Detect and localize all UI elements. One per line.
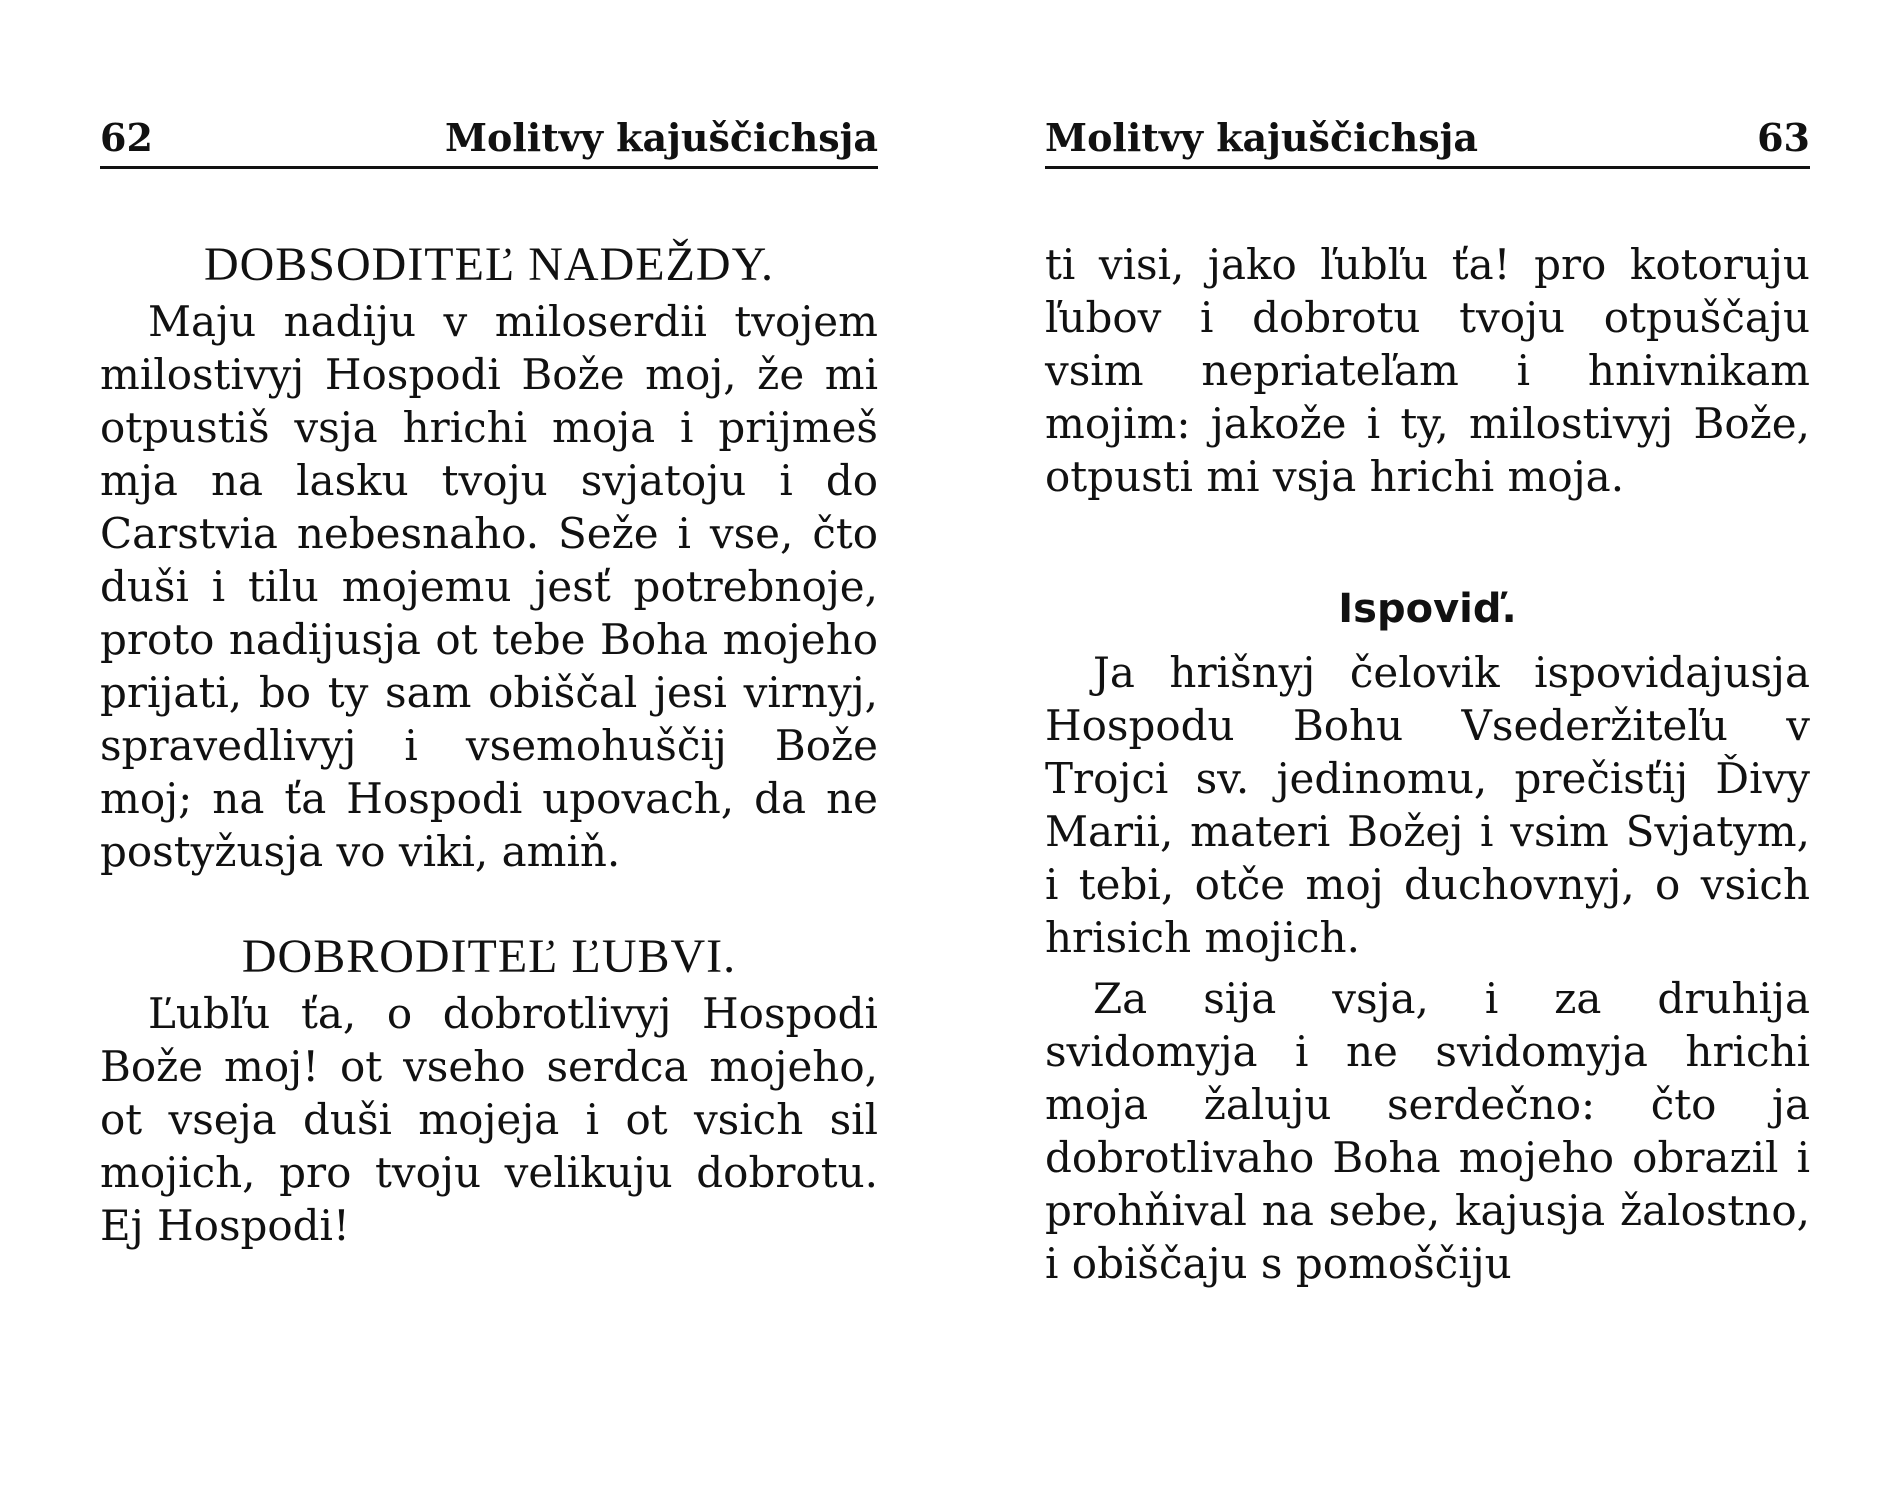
section-title-nadezdy: DOBSODITEĽ NADEŽDY. — [203, 238, 775, 291]
section-title-lubvi: DOBRODITEĽ ĽUBVI. — [241, 930, 737, 983]
right-page — [1045, 0, 1810, 1500]
left-running-head — [100, 110, 878, 169]
left-page — [100, 0, 878, 1500]
right-page-body — [1045, 238, 1810, 1290]
right-running-head — [1045, 110, 1810, 169]
left-page-body — [100, 238, 878, 1252]
left-page-number: 62 — [100, 115, 153, 160]
paragraph-ispovid-1: Ja hrišnyj čelovik ispovidajusja Hospodu Bohu Vsederžiteľu v Trojci sv. jedinomu, prečisťij Ďivy Marii, materi Božej i vsim Svjatym, i tebi, otče moj duchovnyj, o vsich hrisich mojich. — [1045, 648, 1810, 962]
paragraph-lubvi: Ľubľu ťa, o dobrotlivyj Hospodi Bože moj! ot vseho serdca mojeho, ot vseja duši mojeja i ot vsich sil mojich, pro tvoju velikuju dobrotu. Ej Hospodi! — [100, 989, 878, 1250]
paragraph-nadezdy: Maju nadiju v miloserdii tvojem milostivyj Hospodi Bože moj, že mi otpustiš vsja hrichi moja i prijmeš mja na lasku tvoju svjatoju i do Carstvia nebesnaho. Sеže i vse, čto duši i tilu mojemu jesť potrebnoje, proto nadijusja ot tebe Boha mojeho prijati, bo ty sam obiščal jesi virnyj, spravedlivyj i vsemohuščij Bože moj; na ťa Hospodi upovach, da ne postyžusja vo viki, amiň. — [100, 297, 878, 876]
section-title-ispovid: Ispoviď. — [1338, 586, 1517, 632]
paragraph-ispovid-2: Za sija vsja, i za druhija svidomyja i ne svidomyja hrichi moja žaluju serdečno: čto ja dobrotlivaho Boha mojeho obrazil i prohňival na sebe, kajusja žalostno, i obiščaju s pomoščiju — [1045, 974, 1810, 1288]
right-page-number: 63 — [1757, 115, 1810, 160]
paragraph-continued: ti visi, jako ľubľu ťa! pro kotoruju ľubov i dobrotu tvoju otpuščaju vsim nepriateľam i hnivnikam mojim: jakože i ty, milostivyj Bože, otpusti mi vsja hrichi moja. — [1045, 240, 1810, 501]
left-running-title: Molitvy kajuščichsja — [444, 115, 878, 160]
right-running-title: Molitvy kajuščichsja — [1045, 115, 1479, 160]
